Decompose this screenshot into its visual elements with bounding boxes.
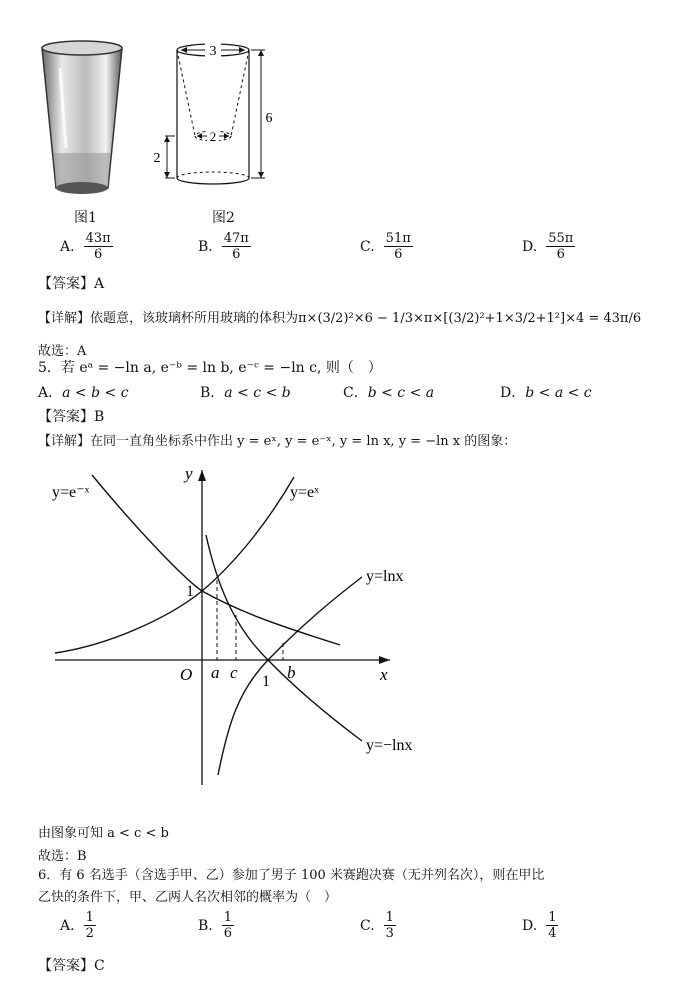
dim-inner: 2 (209, 129, 217, 144)
label-neg-ln: y=−lnx (366, 737, 413, 754)
label-ln: y=lnx (366, 568, 404, 585)
q6-option-a[interactable]: A. $\frac{1}{2}$ (60, 910, 94, 941)
origin-label: O (180, 665, 193, 684)
dim-left: 2 (153, 151, 161, 166)
caption-fig2: 图2 (212, 210, 235, 226)
q5-option-d[interactable]: D．b < a < c (500, 385, 592, 401)
q6-option-c[interactable]: C. $\frac{1}{3}$ (360, 910, 394, 941)
q6-option-d[interactable]: D. $\frac{1}{4}$ (522, 910, 557, 941)
y-axis-label: y (185, 464, 193, 483)
q5-stem: 5．若 eᵃ = −ln a, e⁻ᵇ = ln b, e⁻ᶜ = −ln c, 则（ ） (38, 360, 382, 376)
q4-option-d[interactable]: D. $\frac{55\pi}{6}$ (522, 231, 574, 262)
q5-option-a[interactable]: A．a < b < c (38, 385, 129, 401)
point-a-label: a (211, 663, 220, 682)
glass-diagram (153, 38, 285, 208)
q6-option-b[interactable]: B. $\frac{1}{6}$ (198, 910, 233, 941)
point-c-label: c (230, 663, 238, 682)
q5-conclusion: 故选：B (38, 849, 87, 864)
q5-answer: 【答案】B (38, 409, 105, 425)
x-axis-label: x (380, 665, 388, 684)
q5-option-c[interactable]: C．b < c < a (343, 385, 435, 401)
q5-from-graph: 由图象可知 a < c < b (38, 826, 169, 841)
q6-stem-line2: 乙快的条件下，甲、乙两人名次相邻的概率为（ ） (38, 890, 338, 905)
q5-option-b[interactable]: B．a < c < b (200, 385, 291, 401)
glass-photo (36, 38, 132, 208)
label-exp-neg: y=e⁻ˣ (52, 484, 90, 501)
q6-answer: 【答案】C (38, 958, 105, 974)
q4-conclusion: 故选：A (38, 344, 87, 359)
curve-exp-pos (55, 477, 294, 653)
q4-option-c[interactable]: C. $\frac{51\pi}{6}$ (360, 231, 411, 262)
q4-option-a[interactable]: A. $\frac{43\pi}{6}$ (60, 231, 111, 262)
label-exp-pos: y=eˣ (290, 484, 319, 501)
point-b-label: b (287, 663, 296, 682)
caption-fig1: 图1 (74, 210, 97, 226)
q6-stem-line1: 6．有 6 名选手（含选手甲、乙）参加了男子 100 米赛跑决赛（无并列名次），则在甲比 (38, 868, 545, 883)
q5-detail: 【详解】在同一直角坐标系中作出 y = eˣ, y = e⁻ˣ, y = ln x, y = −ln x 的图象： (38, 434, 517, 449)
y-one-label: 1 (186, 583, 194, 600)
dim-right: 6 (265, 111, 273, 126)
q4-option-b[interactable]: B. $\frac{47\pi}{6}$ (198, 231, 249, 262)
q4-detail: 【详解】依题意，该玻璃杯所用玻璃的体积为π×(3/2)²×6 − 1/3×π×[(3/2)²+1×3/2+1²]×4 = 43π/6 (38, 311, 642, 326)
function-graph (40, 455, 460, 790)
q4-answer: 【答案】A (38, 276, 105, 292)
x-one-label: 1 (262, 673, 270, 690)
q4-detail-formula: π×(3/2)²×6 − 1/3×π×[(3/2)²+1×3/2+1²]×4 = 43π/6 (298, 311, 642, 326)
dim-top: 3 (209, 44, 217, 59)
